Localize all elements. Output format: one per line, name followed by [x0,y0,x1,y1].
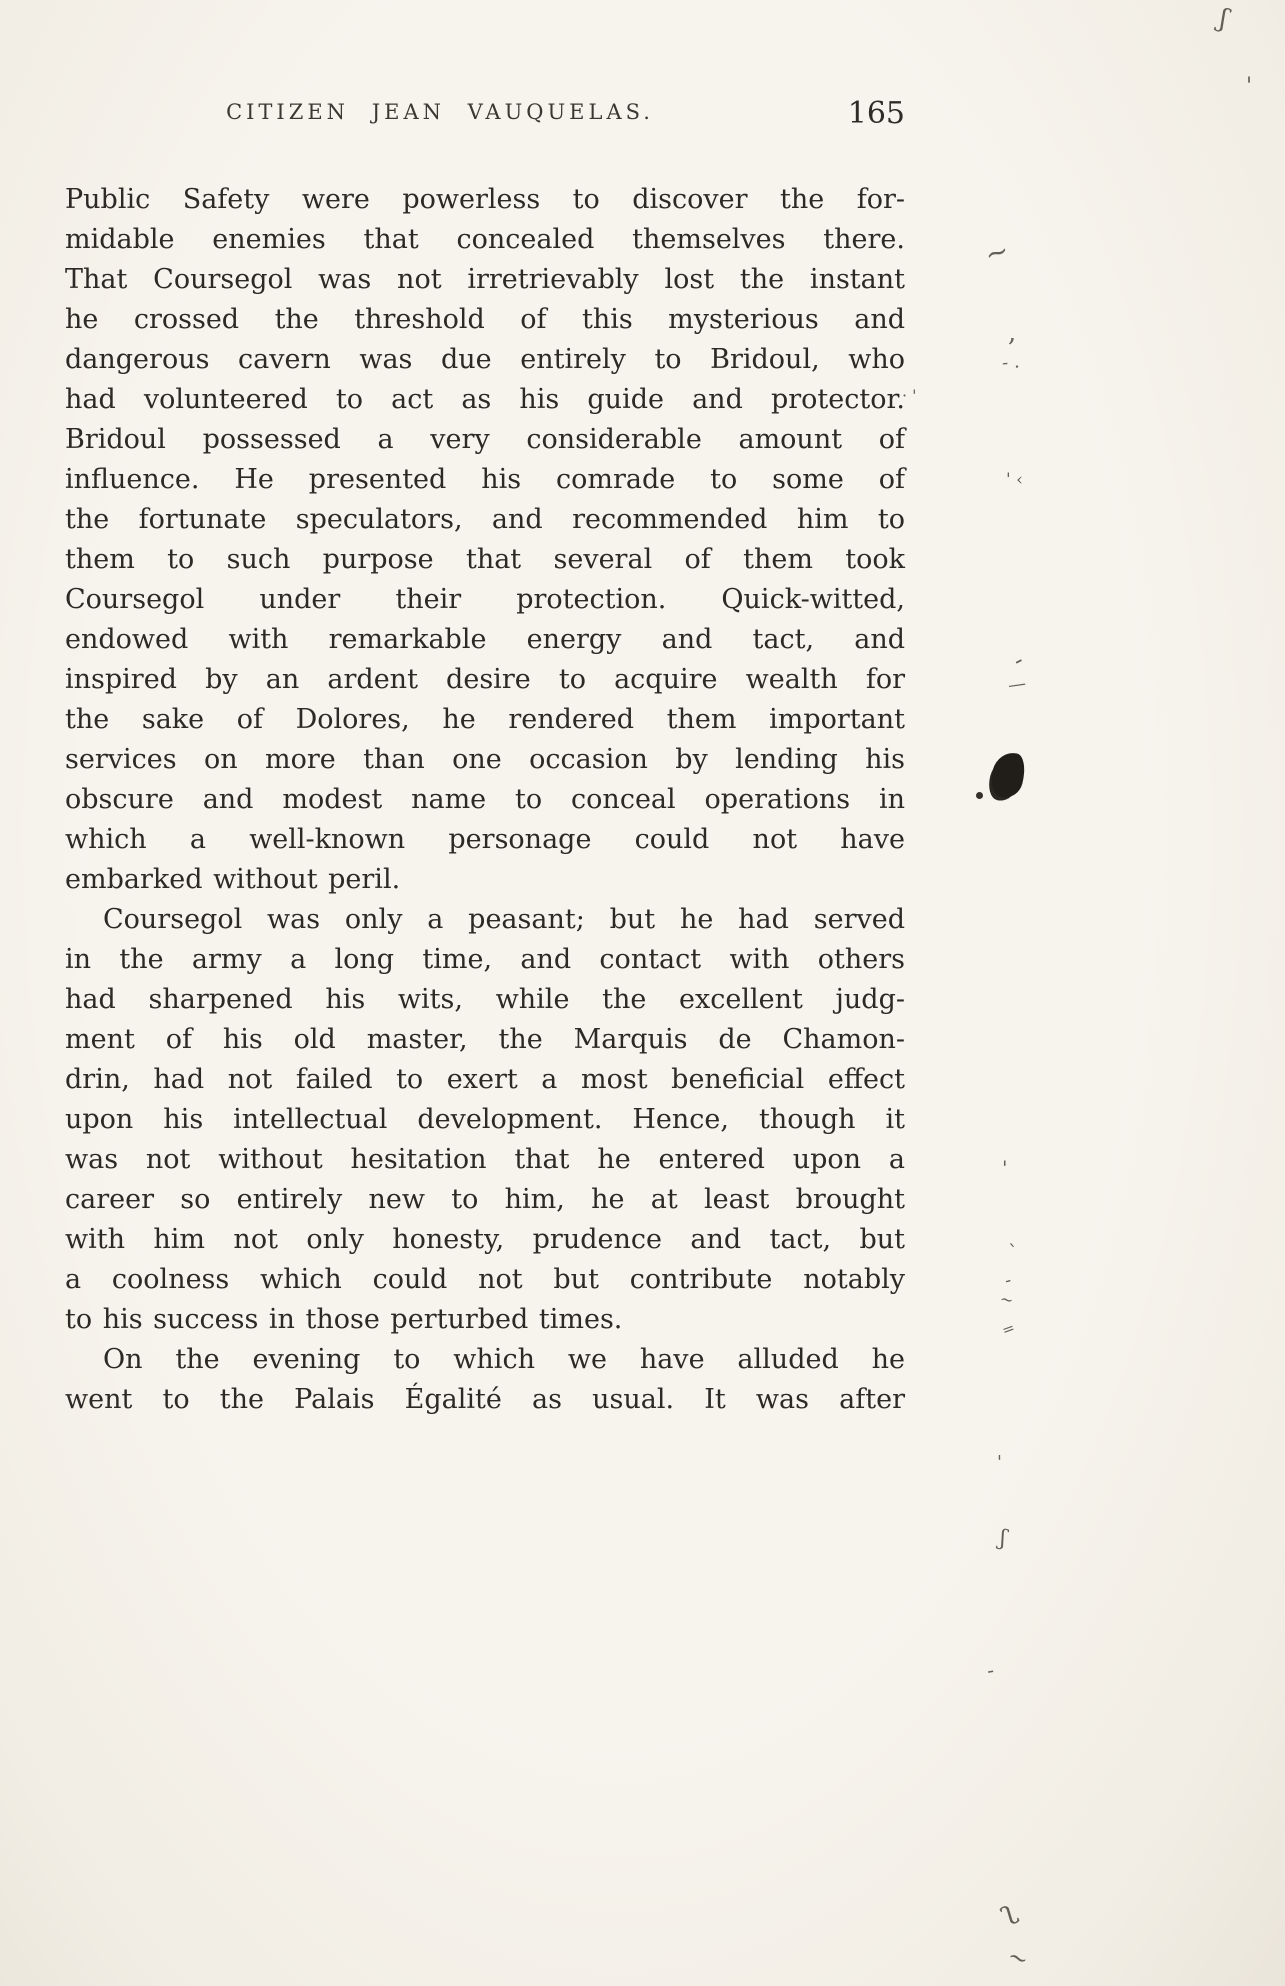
text-line: embarked without peril. [65,864,401,895]
pencil-mark-artifact: — [1006,672,1028,697]
pencil-mark-artifact: ʃ [997,1525,1009,1552]
text-line: upon his intellectual development. Hence, though it [65,1104,905,1135]
pencil-mark-artifact: - [984,1657,996,1683]
text-line: with him not only honesty, prudence and tact, but [65,1224,905,1255]
ink-blot-artifact [987,749,1029,801]
pencil-mark-artifact: - [1002,1269,1014,1292]
pencil-mark-artifact: ' [1246,74,1253,99]
pencil-mark-artifact: - [1007,645,1029,675]
running-title: CITIZEN JEAN VAUQUELAS. [226,100,654,124]
ink-dot-artifact [976,792,983,799]
text-line: dangerous cavern was due entirely to Bridoul, who [65,344,905,375]
text-line: in the army a long time, and contact with others [65,944,905,975]
text-line: services on more than one occasion by lending his [65,744,905,775]
text-line: was not without hesitation that he entered upon a [65,1144,905,1175]
body-text [65,180,905,1420]
text-line: ment of his old master, the Marquis de Chamon- [65,1024,905,1055]
text-line: Coursegol under their protection. Quick-witted, [65,584,905,615]
page-header [65,96,905,136]
text-line: influence. He presented his comrade to some of [65,464,905,495]
pencil-mark-artifact: ~ [1003,1941,1033,1975]
text-line: drin, had not failed to exert a most beneficial effect [65,1064,905,1095]
text-line: to his success in those perturbed times. [65,1304,623,1335]
text-line: career so entirely new to him, he at least brought [65,1184,905,1215]
pencil-mark-artifact: ' [997,1452,1002,1473]
pencil-mark-artifact: ʅ [992,1892,1021,1929]
text-line: endowed with remarkable energy and tact, and [65,624,905,655]
text-line: On the evening to which we have alluded he [103,1344,905,1375]
text-line: the sake of Dolores, he rendered them important [65,704,905,735]
text-line: a coolness which could not but contribute notably [65,1264,905,1295]
text-line: he crossed the threshold of this mysterious and [65,304,905,335]
pencil-mark-artifact: - . [1001,351,1021,374]
text-line: had sharpened his wits, while the excellent judg- [65,984,905,1015]
text-line: Coursegol was only a peasant; but he had served [103,904,905,935]
pencil-mark-artifact: = [999,1318,1018,1340]
text-line: them to such purpose that several of them took [65,544,905,575]
pencil-mark-artifact: , [1008,318,1017,348]
text-line: obscure and modest name to conceal operations in [65,784,905,815]
text-line: Bridoul possessed a very considerable amount of [65,424,905,455]
page-number: 165 [847,96,905,131]
text-line: Public Safety were powerless to discover the for- [65,184,905,215]
text-line: midable enemies that concealed themselves there. [65,224,905,255]
pencil-mark-artifact: · ' [902,386,917,405]
pencil-mark-artifact: ~ [980,233,1013,272]
pencil-mark-artifact: ~ [998,1288,1015,1311]
text-line: which a well-known personage could not have [65,824,905,855]
text-line: the fortunate speculators, and recommended him to [65,504,905,535]
text-line: went to the Palais Égalité as usual. It was after [65,1384,905,1415]
text-line: had volunteered to act as his guide and protector. [65,384,905,415]
text-line: That Coursegol was not irretrievably lost the instant [65,264,905,295]
pencil-mark-artifact: ` [1008,1240,1018,1264]
pencil-mark-artifact: ʃ [1215,3,1232,35]
pencil-mark-artifact: ' ‹ [1006,470,1023,490]
pencil-mark-artifact: ' [1002,1156,1008,1180]
text-line: inspired by an ardent desire to acquire wealth for [65,664,905,695]
